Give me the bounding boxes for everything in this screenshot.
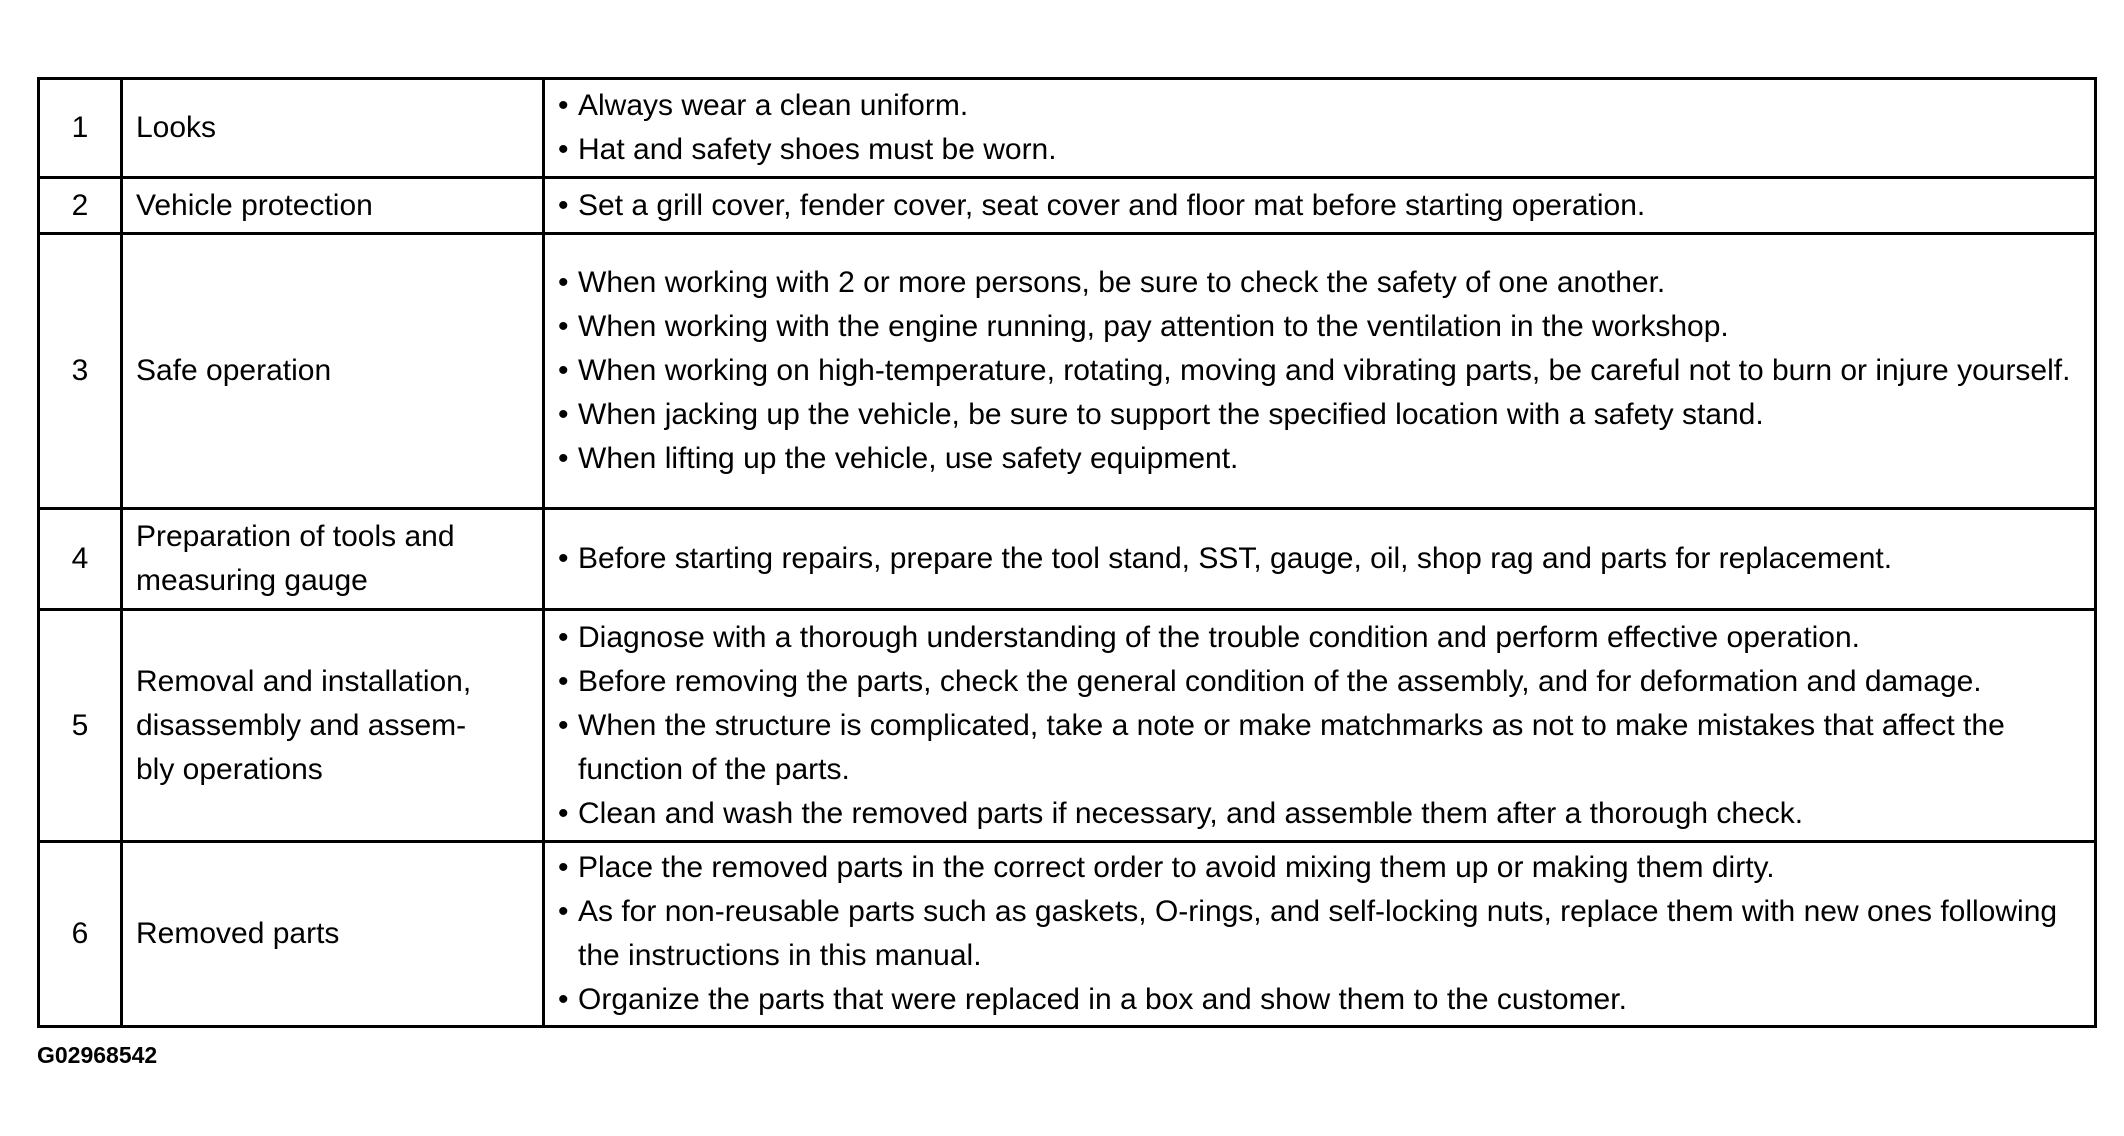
note-item: • Clean and wash the removed parts if necessary, and assemble them after a thorough check. [558,792,2074,836]
row-number: 5 [39,610,122,842]
row-notes [544,178,2096,234]
note-item: • Before removing the parts, check the general condition of the assembly, and for deformation and damage. [558,660,2074,704]
row-notes [544,509,2096,610]
row-item-text: Preparation of tools and measuring gauge [136,520,455,597]
row-item [122,79,544,178]
note-item: • When the structure is complicated, take a note or make matchmarks as not to make mistakes that affect the function of the parts. [558,704,2074,792]
row-item-text: Vehicle protection [136,188,373,222]
note-item: • Before starting repairs, prepare the tool stand, SST, gauge, oil, shop rag and parts for replacement. [558,537,2074,581]
note-item: • Organize the parts that were replaced in a box and show them to the customer. [558,978,2074,1022]
table-row [39,610,2096,842]
notes-list [558,84,2074,172]
row-item [122,234,544,509]
note-item: • Set a grill cover, fender cover, seat cover and floor mat before starting operation. [558,184,2074,228]
row-item-text: Removal and installation, disassembly and assem- bly operations [136,664,472,786]
notes-list [558,184,2074,228]
note-item: • Always wear a clean uniform. [558,84,2074,128]
table-row [39,234,2096,509]
row-item [122,178,544,234]
row-number: 3 [39,234,122,509]
table-row [39,79,2096,178]
work-rules-sheet [37,77,2097,1028]
row-item [122,610,544,842]
table-row [39,178,2096,234]
row-notes [544,842,2096,1027]
row-notes [544,234,2096,509]
row-number: 2 [39,178,122,234]
note-item: • When working with 2 or more persons, be sure to check the safety of one another. [558,261,2074,305]
note-item: • Place the removed parts in the correct order to avoid mixing them up or making them dirty. [558,846,2074,890]
row-item-text: Looks [136,111,217,144]
note-item: • As for non-reusable parts such as gaskets, O-rings, and self-locking nuts, replace them with new ones following the instructions in this manual. [558,890,2074,978]
row-item [122,842,544,1027]
note-item: • Diagnose with a thorough understanding of the trouble condition and perform effective operation. [558,616,2074,660]
note-item: • When lifting up the vehicle, use safety equipment. [558,437,2074,481]
note-item: • When working with the engine running, pay attention to the ventilation in the workshop. [558,305,2074,349]
notes-list [558,537,2074,581]
row-notes [544,610,2096,842]
figure-code: G02968542 [37,1042,158,1068]
row-number: 4 [39,509,122,610]
row-item-text: Removed parts [136,917,340,950]
table-row [39,509,2096,610]
work-rules-table [37,77,2097,1028]
notes-list [558,616,2074,836]
table-row [39,842,2096,1027]
row-notes [544,79,2096,178]
row-number: 6 [39,842,122,1027]
note-item: • Hat and safety shoes must be worn. [558,128,2074,172]
note-item: • When working on high-temperature, rotating, moving and vibrating parts, be careful not to burn or injure yourself. [558,349,2074,393]
row-item [122,509,544,610]
note-item: • When jacking up the vehicle, be sure to support the specified location with a safety stand. [558,393,2074,437]
notes-list [558,261,2074,481]
notes-list [558,846,2074,1022]
row-number: 1 [39,79,122,178]
row-item-text: Safe operation [136,354,332,387]
